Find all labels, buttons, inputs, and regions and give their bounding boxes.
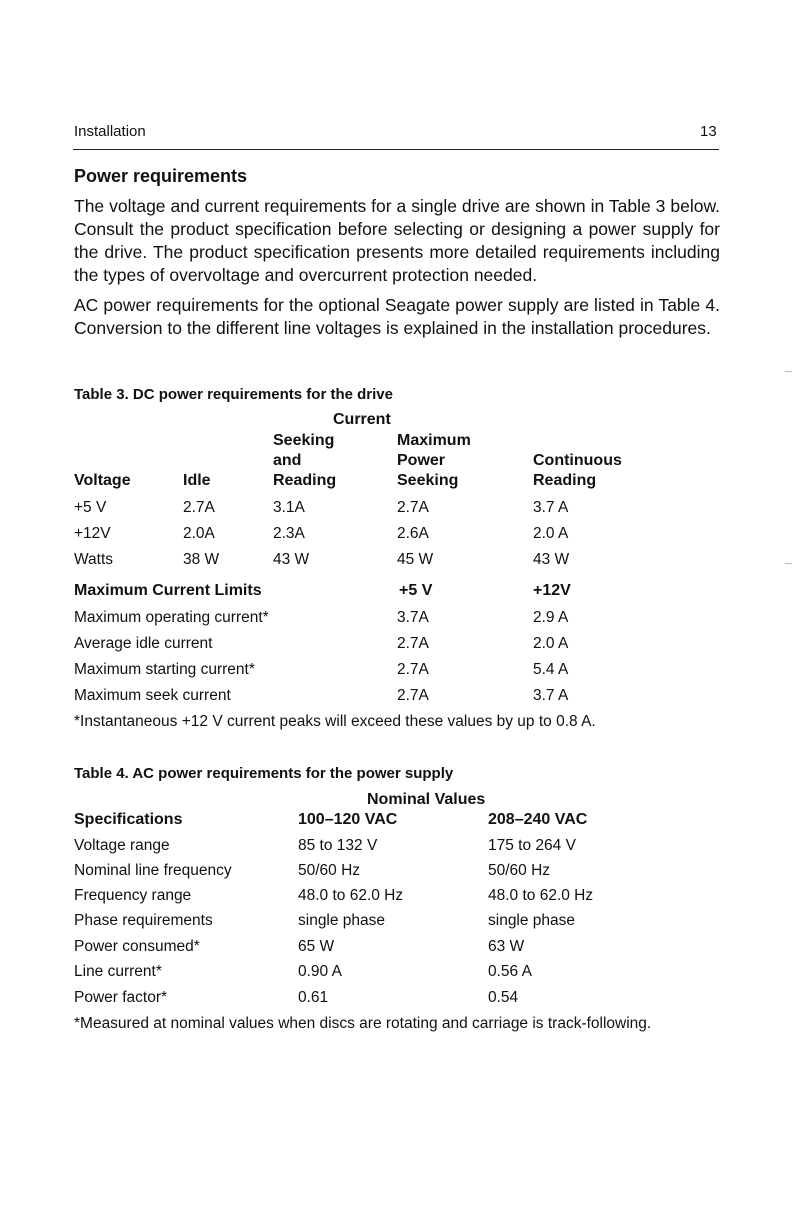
table-cell: Maximum starting current* (74, 661, 255, 678)
margin-mark (785, 371, 792, 372)
running-header-section: Installation (74, 123, 146, 140)
column-header: Power (397, 452, 446, 469)
table-cell: 38 W (183, 551, 220, 568)
column-header: Voltage (74, 472, 131, 489)
body-paragraph: The voltage and current requirements for a single drive are shown in Table 3 below. Consult the product specification before selecting or designing a power supply for the drive. The product specification presents more detailed requirements including the types of overvoltage and overcurrent protection needed. (74, 196, 720, 285)
column-header: Reading (533, 472, 597, 489)
section-title: Power requirements (74, 166, 248, 186)
table-cell: 43 W (273, 551, 310, 568)
table-cell: +12V (74, 525, 111, 542)
table-cell: 43 W (533, 551, 570, 568)
table-cell: 2.7A (183, 499, 215, 516)
column-header: Maximum (397, 432, 471, 449)
column-header: +12V (533, 582, 571, 599)
table-cell: Frequency range (74, 887, 192, 904)
limits-header: Maximum Current Limits (74, 582, 262, 599)
table-cell: 2.0 A (533, 635, 569, 652)
table-cell: 3.7A (397, 609, 429, 626)
table-cell: 48.0 to 62.0 Hz (298, 887, 404, 904)
table-cell: 85 to 132 V (298, 837, 378, 854)
column-header: and (273, 452, 302, 469)
table-cell: 65 W (298, 938, 335, 955)
table-cell: Line current* (74, 963, 162, 980)
table-cell: 2.9 A (533, 609, 569, 626)
table-cell: +5 V (74, 499, 107, 516)
table-footnote: *Instantaneous +12 V current peaks will exceed these values by up to 0.8 A. (74, 713, 596, 730)
header-rule (73, 149, 719, 150)
table-cell: 0.61 (298, 989, 329, 1006)
table-cell: 0.90 A (298, 963, 342, 980)
table-cell: 3.1A (273, 499, 305, 516)
table-cell: 0.56 A (488, 963, 532, 980)
table-cell: 2.7A (397, 635, 429, 652)
column-header: Seeking (397, 472, 459, 489)
body-paragraph: AC power requirements for the optional Seagate power supply are listed in Table 4. Conversion to the different line voltages is explained in the installation procedures. (74, 295, 720, 338)
table-cell: 50/60 Hz (488, 862, 551, 879)
table-cell: 0.54 (488, 989, 519, 1006)
table-cell: 3.7 A (533, 499, 569, 516)
table-cell: 2.6A (397, 525, 429, 542)
column-header: Specifications (74, 811, 183, 828)
table-caption: Table 4. AC power requirements for the power supply (74, 765, 454, 782)
table-footnote: *Measured at nominal values when discs are rotating and carriage is track-following. (74, 1015, 652, 1032)
table-cell: 2.0A (183, 525, 215, 542)
table-cell: Nominal line frequency (74, 862, 232, 879)
table-cell: Phase requirements (74, 912, 213, 929)
table-cell: 175 to 264 V (488, 837, 576, 854)
table-cell: 2.7A (397, 687, 429, 704)
column-group-header: Nominal Values (367, 791, 486, 808)
table-cell: 48.0 to 62.0 Hz (488, 887, 594, 904)
table-cell: Watts (74, 551, 114, 568)
column-header: 100–120 VAC (298, 811, 398, 828)
table-cell: single phase (488, 912, 576, 929)
column-header: Seeking (273, 432, 335, 449)
column-header: 208–240 VAC (488, 811, 588, 828)
table-cell: 2.7A (397, 499, 429, 516)
table-cell: Power consumed* (74, 938, 200, 955)
table-cell: Maximum operating current* (74, 609, 269, 626)
table-cell: 63 W (488, 938, 525, 955)
table-cell: 2.0 A (533, 525, 569, 542)
column-header: Reading (273, 472, 337, 489)
column-group-header: Current (333, 411, 391, 428)
table-cell: 50/60 Hz (298, 862, 361, 879)
table-cell: Power factor* (74, 989, 168, 1006)
table-cell: 3.7 A (533, 687, 569, 704)
margin-mark (785, 563, 792, 564)
table-cell: Average idle current (74, 635, 213, 652)
column-header: Idle (183, 472, 211, 489)
page-number: 13 (700, 123, 717, 140)
table-cell: Voltage range (74, 837, 170, 854)
table-cell: 2.3A (273, 525, 305, 542)
table-cell: 45 W (397, 551, 434, 568)
column-header: Continuous (533, 452, 622, 469)
column-header: +5 V (399, 582, 433, 599)
table-cell: Maximum seek current (74, 687, 231, 704)
table-cell: 5.4 A (533, 661, 569, 678)
table-caption: Table 3. DC power requirements for the drive (74, 386, 393, 403)
table-cell: 2.7A (397, 661, 429, 678)
table-cell: single phase (298, 912, 386, 929)
